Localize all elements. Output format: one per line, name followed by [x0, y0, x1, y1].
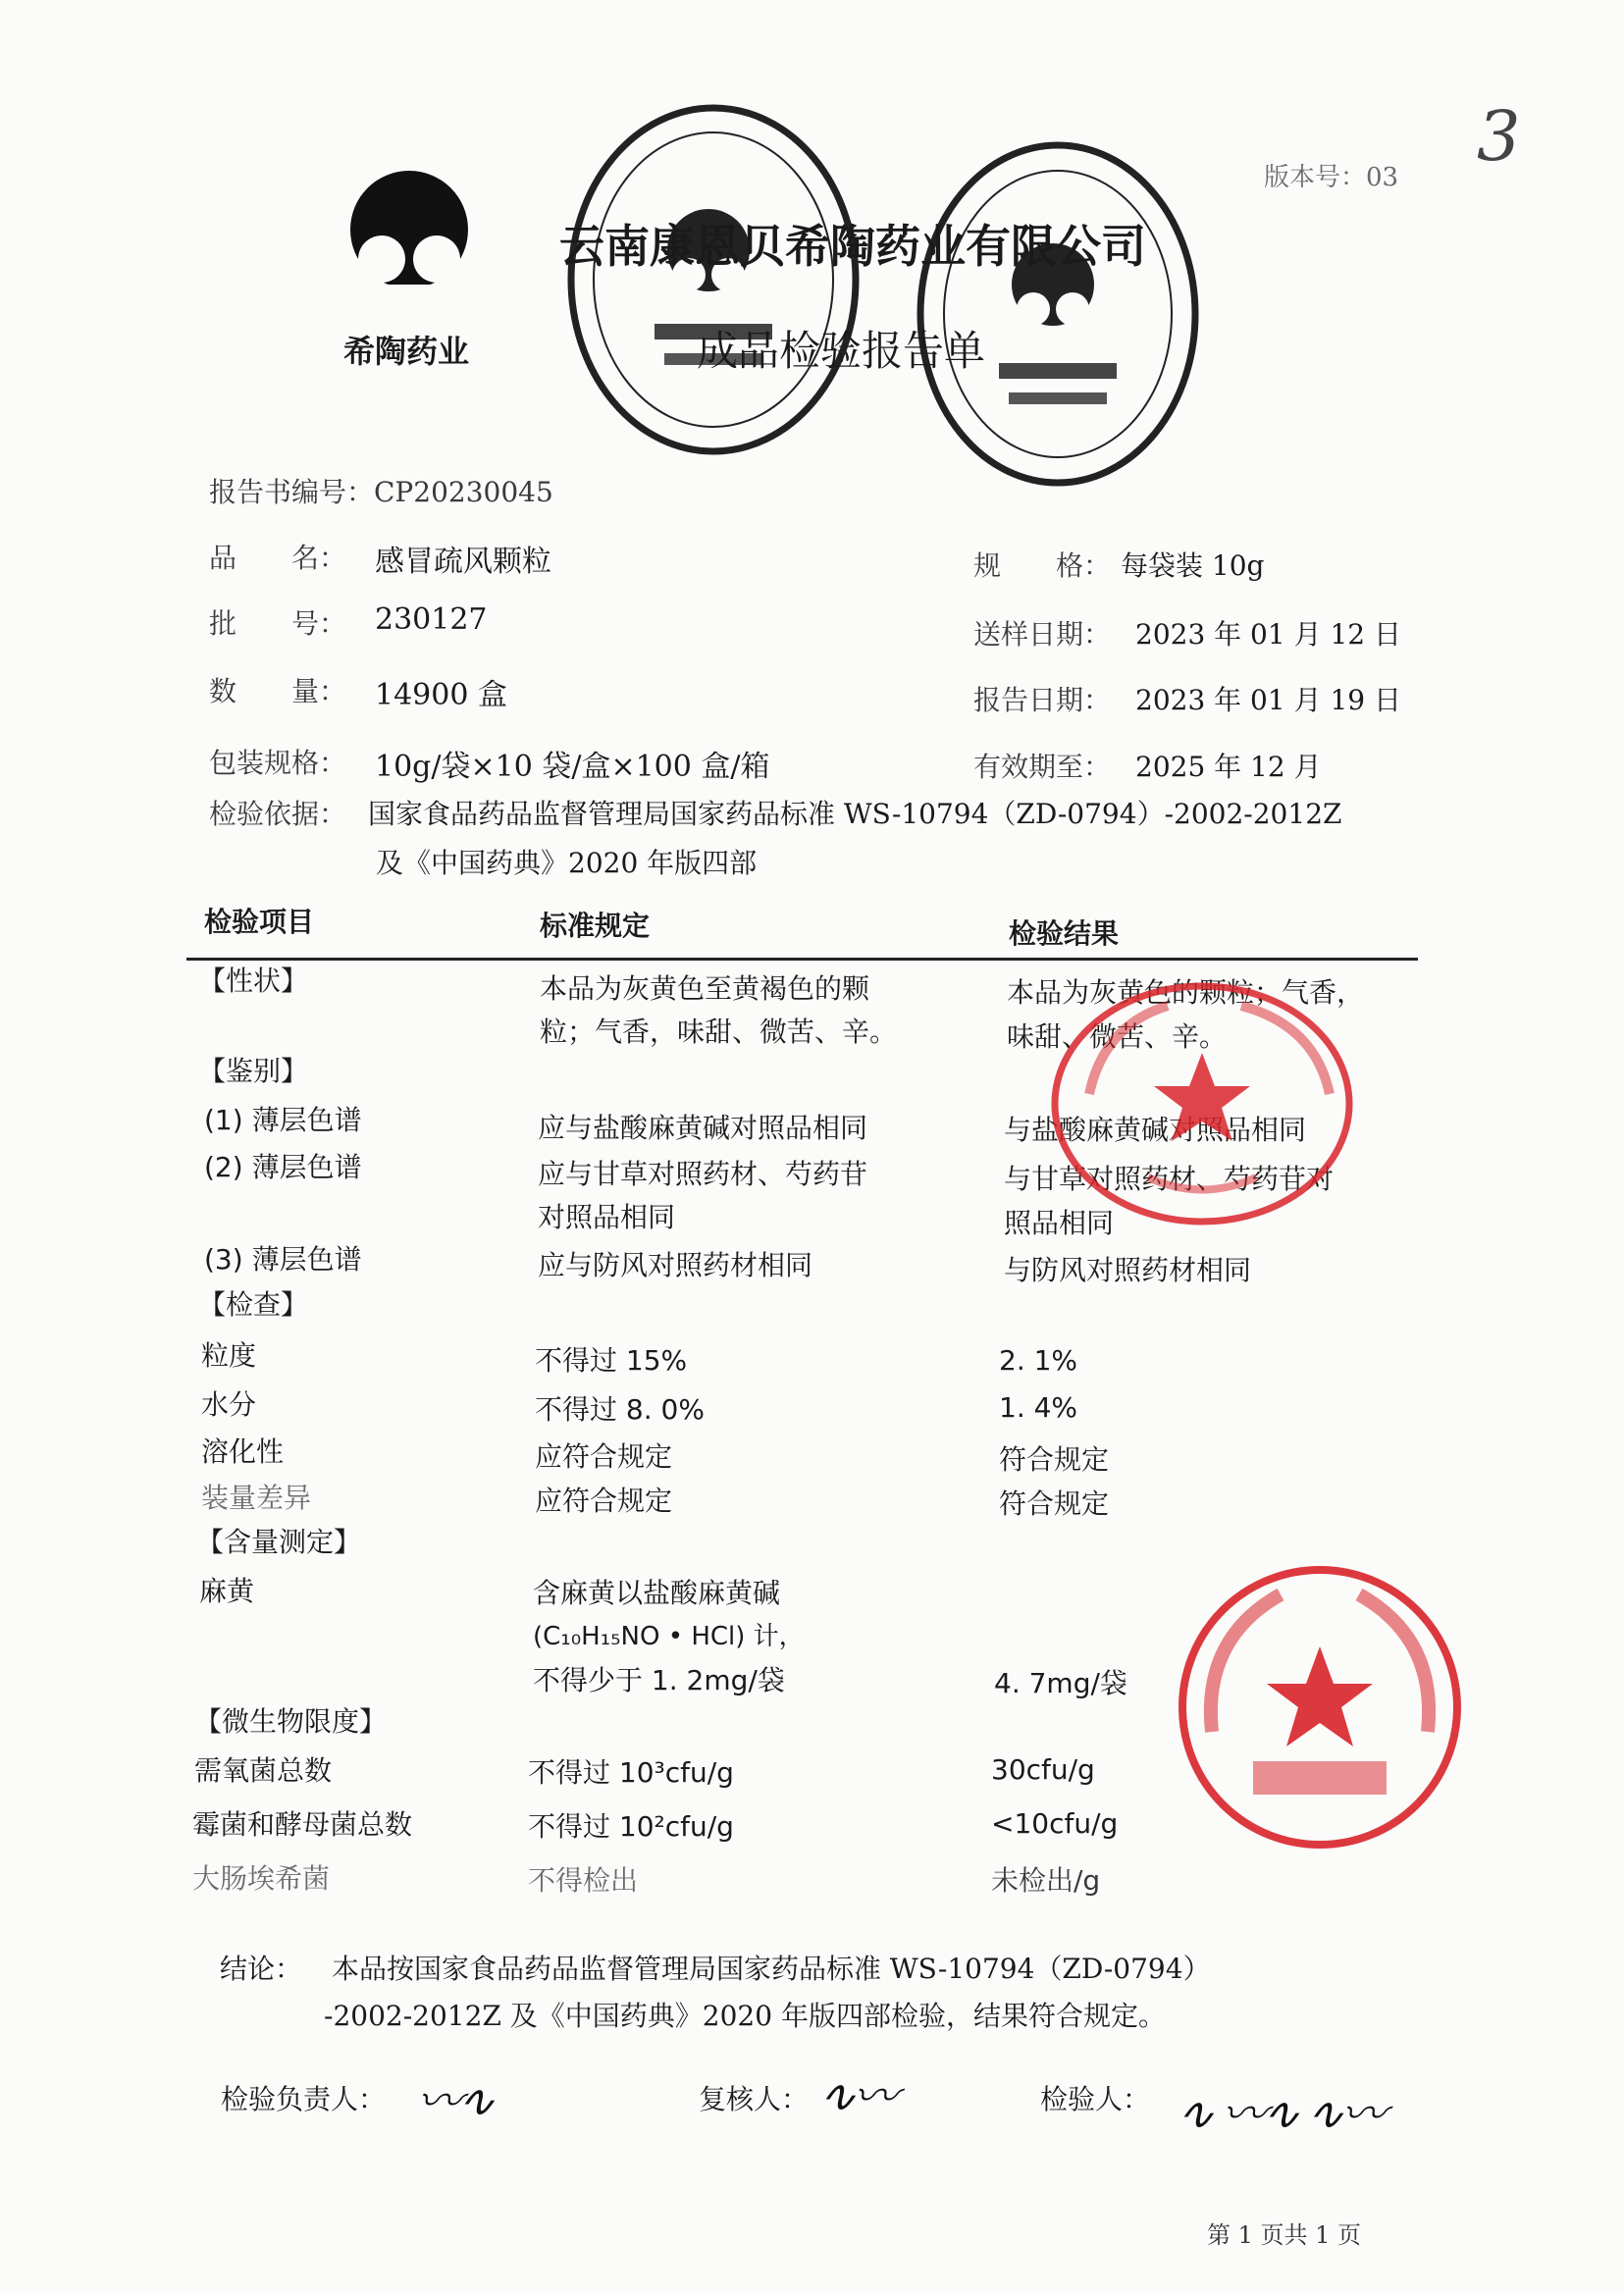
- responsible-signature: 〰∿: [410, 2074, 498, 2127]
- packaging-label: 包装规格：: [209, 747, 347, 779]
- packaging-value: 10g/袋×10 袋/盒×100 盒/箱: [375, 750, 770, 784]
- table-row-item: 麻黄: [199, 1575, 255, 1607]
- table-row-result-line: 本品为灰黄色的颗粒；气香，: [1007, 976, 1365, 1009]
- report-title: 成品检验报告单: [697, 327, 986, 375]
- table-row-standard-line: 本品为灰黄色至黄褐色的颗: [540, 972, 870, 1005]
- spec-value: 每袋装 10g: [1121, 549, 1265, 582]
- table-row-item: (2) 薄层色谱: [204, 1151, 362, 1183]
- table-row-result-line: 符合规定: [999, 1443, 1110, 1476]
- table-row-result-line: 符合规定: [999, 1487, 1110, 1520]
- quantity-label: 数 量：: [209, 675, 347, 707]
- table-row-result-line: <10cfu/g: [991, 1807, 1119, 1840]
- table-row-item: 粒度: [201, 1339, 257, 1372]
- table-row-result-line: 与盐酸麻黄碱对照品相同: [1004, 1114, 1307, 1146]
- sample-date-value: 2023 年 01 月 12 日: [1135, 618, 1402, 651]
- table-row-standard-line: 应与甘草对照药材、芍药苷: [538, 1158, 868, 1190]
- inspector-label: 检验人：: [1040, 2083, 1151, 2115]
- corner-mark: 3: [1477, 96, 1521, 177]
- batch-value: 230127: [375, 602, 488, 637]
- table-row-standard-line: 粒；气香，味甜、微苦、辛。: [540, 1016, 898, 1048]
- table-row-item: (1) 薄层色谱: [204, 1104, 362, 1136]
- table-row-standard-line: 应符合规定: [535, 1440, 673, 1473]
- table-row-standard-line: 应符合规定: [535, 1485, 673, 1517]
- table-row-standard-line: (C₁₀H₁₅NO • HCl) 计，: [533, 1622, 805, 1651]
- table-row-item: 水分: [201, 1388, 257, 1421]
- table-row-standard-line: 不得过 10³cfu/g: [528, 1756, 734, 1789]
- basis-label: 检验依据：: [209, 798, 347, 830]
- table-row-result-line: 未检出/g: [991, 1864, 1101, 1897]
- table-row-result-line: 与防风对照药材相同: [1004, 1254, 1252, 1286]
- table-row-standard-line: 对照品相同: [538, 1201, 676, 1233]
- table-row-item: 大肠埃希菌: [192, 1862, 331, 1895]
- table-row-item: 【性状】: [198, 965, 309, 997]
- company-seal-stamp-1: [561, 98, 865, 461]
- version-number: 版本号：03: [1264, 163, 1399, 192]
- company-name: 云南康恩贝希陶药业有限公司: [559, 220, 1146, 273]
- reviewer-label: 复核人：: [699, 2083, 810, 2115]
- table-row-standard-line: 不得过 8. 0%: [535, 1393, 705, 1426]
- table-row-standard-line: 应与防风对照药材相同: [538, 1249, 813, 1281]
- sample-date-label: 送样日期：: [973, 618, 1112, 651]
- table-row-result-line: 1. 4%: [999, 1391, 1078, 1424]
- table-row-result-line: 4. 7mg/袋: [994, 1667, 1127, 1699]
- table-row-item: 装量差异: [201, 1482, 312, 1514]
- quality-control-seal-stamp: [1173, 1560, 1467, 1854]
- table-header-item: 检验项目: [204, 906, 315, 938]
- company-logo-icon: [348, 169, 471, 316]
- table-row-item: 需氧菌总数: [194, 1754, 333, 1787]
- expiry-label: 有效期至：: [973, 751, 1112, 783]
- report-number: 报告书编号：CP20230045: [209, 476, 553, 508]
- table-row-result-line: 味甜、微苦、辛。: [1007, 1020, 1228, 1053]
- table-row-item: 【鉴别】: [198, 1055, 309, 1087]
- table-header-standard: 标准规定: [540, 910, 651, 942]
- inspector-signature: ∿ 〰∿ ∿〰: [1171, 2087, 1388, 2140]
- responsible-inspector-label: 检验负责人：: [221, 2083, 387, 2115]
- report-date-value: 2023 年 01 月 19 日: [1135, 684, 1402, 716]
- table-row-item: 溶化性: [201, 1435, 285, 1468]
- pharmacy-seal-stamp: [1030, 976, 1364, 1251]
- conclusion-label: 结论：: [220, 1953, 303, 1985]
- table-row-item: (3) 薄层色谱: [204, 1243, 362, 1276]
- logo-text: 希陶药业: [343, 333, 470, 370]
- page-number: 第 1 页共 1 页: [1207, 2221, 1362, 2249]
- table-row-result-line: 2. 1%: [999, 1344, 1078, 1377]
- table-row-item: 【检查】: [198, 1288, 309, 1321]
- table-row-standard-line: 应与盐酸麻黄碱对照品相同: [538, 1112, 868, 1144]
- table-row-standard-line: 不得过 10²cfu/g: [528, 1810, 734, 1843]
- quantity-value: 14900 盒: [375, 678, 507, 712]
- table-row-result-line: 照品相同: [1004, 1207, 1115, 1239]
- table-row-standard-line: 不得过 15%: [535, 1344, 688, 1377]
- spec-label: 规 格：: [973, 549, 1112, 582]
- table-row-item: 霉菌和酵母菌总数: [192, 1808, 413, 1841]
- table-row-item: 【微生物限度】: [194, 1705, 388, 1738]
- company-seal-stamp-2: [911, 132, 1205, 496]
- table-row-result-line: 30cfu/g: [991, 1753, 1095, 1786]
- batch-label: 批 号：: [209, 607, 347, 640]
- table-row-item: 【含量测定】: [196, 1526, 362, 1558]
- table-header-result: 检验结果: [1009, 917, 1120, 950]
- report-date-label: 报告日期：: [973, 684, 1112, 716]
- product-label: 品 名：: [209, 542, 347, 574]
- table-header-rule: [186, 958, 1418, 961]
- conclusion-line-2: -2002-2012Z 及《中国药典》2020 年版四部检验，结果符合规定。: [324, 2000, 1166, 2032]
- table-row-standard-line: 不得少于 1. 2mg/袋: [533, 1664, 785, 1696]
- expiry-value: 2025 年 12 月: [1135, 751, 1322, 783]
- conclusion-line-1: 本品按国家食品药品监督管理局国家药品标准 WS-10794（ZD-0794）: [332, 1953, 1211, 1985]
- table-row-result-line: 与甘草对照药材、芍药苷对: [1004, 1163, 1335, 1195]
- basis-line-1: 国家食品药品监督管理局国家药品标准 WS-10794（ZD-0794）-2002-2012Z: [368, 798, 1342, 830]
- product-value: 感冒疏风颗粒: [375, 545, 551, 579]
- table-row-standard-line: 不得检出: [528, 1864, 639, 1897]
- basis-line-2: 及《中国药典》2020 年版四部: [376, 847, 758, 879]
- table-row-standard-line: 含麻黄以盐酸麻黄碱: [533, 1577, 781, 1609]
- reviewer-signature: ∿〰: [812, 2069, 900, 2122]
